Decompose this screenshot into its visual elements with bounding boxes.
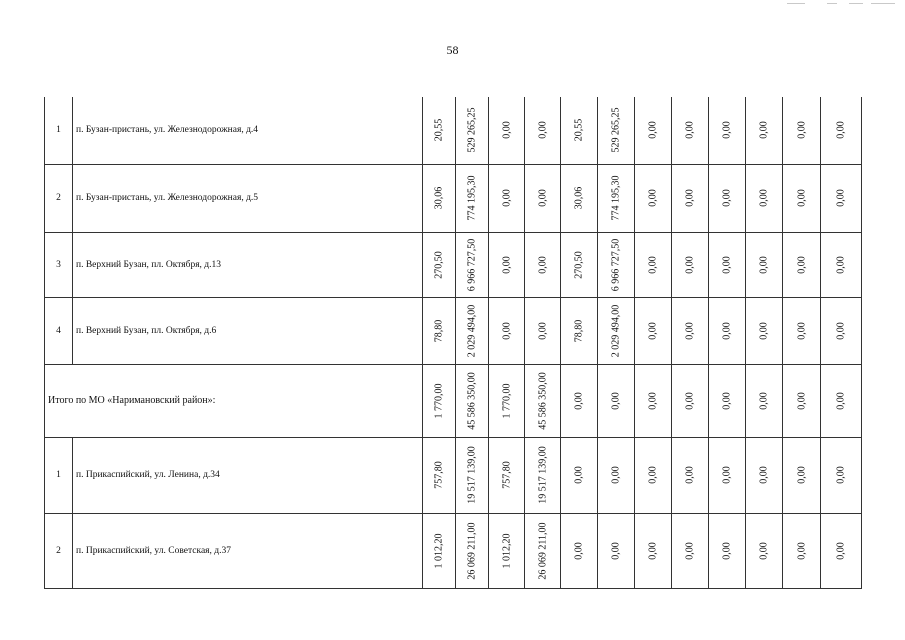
value-cell	[525, 232, 561, 297]
building-address: п. Верхний Бузан, пл. Октября, д.13	[73, 232, 423, 297]
value-text: 0,00	[684, 391, 696, 410]
value-cell	[525, 97, 561, 164]
value-text: 20,55	[573, 119, 585, 142]
row-number: 2	[45, 513, 73, 588]
value-text: 757,80	[433, 461, 445, 489]
value-text: 0,00	[721, 391, 733, 410]
value-text: 78,80	[573, 319, 585, 342]
value-cell	[561, 297, 598, 364]
value-cell	[635, 97, 672, 164]
value-text: 0,00	[610, 466, 622, 484]
row-number: 1	[45, 437, 73, 513]
value-cell	[456, 513, 489, 588]
value-cell	[746, 164, 783, 232]
value-text: 0,00	[721, 189, 733, 207]
value-cell	[821, 232, 862, 297]
value-text: 1 012,20	[433, 533, 445, 568]
value-text: 774 195,30	[610, 175, 622, 221]
value-text: 0,00	[758, 321, 770, 340]
value-text: 0,00	[721, 255, 733, 274]
value-text: 0,00	[501, 255, 512, 274]
value-cell	[635, 232, 672, 297]
table-row	[45, 164, 862, 232]
value-cell	[672, 297, 709, 364]
value-cell	[598, 232, 635, 297]
value-cell	[489, 97, 525, 164]
value-cell	[709, 97, 746, 164]
value-cell	[746, 97, 783, 164]
value-cell	[561, 97, 598, 164]
value-cell	[821, 297, 862, 364]
value-text: 0,00	[758, 466, 770, 484]
value-text: 0,00	[796, 321, 807, 340]
value-cell	[525, 164, 561, 232]
value-text: 0,00	[647, 189, 659, 207]
value-cell	[561, 513, 598, 588]
value-cell	[709, 513, 746, 588]
value-text: 30,06	[573, 186, 585, 210]
value-text: 0,00	[758, 255, 770, 274]
value-text: 270,50	[433, 250, 445, 279]
value-text: 0,00	[647, 121, 659, 139]
value-text: 0,00	[647, 541, 659, 560]
value-cell	[489, 364, 525, 437]
value-text: 0,00	[721, 321, 733, 340]
value-cell	[635, 437, 672, 513]
value-cell	[821, 364, 862, 437]
value-cell	[672, 513, 709, 588]
value-cell	[746, 232, 783, 297]
value-cell	[672, 437, 709, 513]
value-text: 529 265,25	[610, 107, 622, 153]
value-text: 0,00	[835, 255, 847, 274]
value-cell	[783, 232, 821, 297]
value-cell	[561, 232, 598, 297]
value-text: 0,00	[721, 466, 733, 484]
value-text: 0,00	[537, 255, 548, 274]
table-row	[45, 513, 862, 588]
building-address: п. Верхний Бузан, пл. Октября, д.6	[73, 297, 423, 364]
value-text: 0,00	[647, 466, 659, 484]
value-text: 0,00	[610, 541, 622, 560]
value-cell	[456, 297, 489, 364]
value-text: 45 586 350,00	[537, 371, 548, 430]
value-cell	[709, 164, 746, 232]
value-cell	[423, 297, 456, 364]
table-row	[45, 97, 862, 164]
value-cell	[489, 513, 525, 588]
value-cell	[456, 97, 489, 164]
value-text: 0,00	[835, 391, 847, 410]
value-cell	[456, 364, 489, 437]
value-text: 0,00	[573, 391, 585, 410]
value-text: 6 966 727,50	[466, 238, 478, 291]
value-text: 0,00	[835, 541, 847, 560]
value-text: 0,00	[501, 189, 512, 207]
value-cell	[456, 437, 489, 513]
value-text: 0,00	[684, 121, 696, 139]
value-cell	[783, 297, 821, 364]
value-cell	[489, 164, 525, 232]
value-cell	[525, 513, 561, 588]
value-text: 45 586 350,00	[466, 371, 478, 430]
value-cell	[561, 364, 598, 437]
value-text: 0,00	[796, 189, 807, 207]
value-cell	[672, 164, 709, 232]
value-cell	[525, 297, 561, 364]
value-cell	[709, 232, 746, 297]
apartment-buildings-table	[44, 97, 862, 589]
value-text: 0,00	[684, 255, 696, 274]
table-row	[45, 297, 862, 364]
table-row	[45, 437, 862, 513]
value-text: 0,00	[758, 391, 770, 410]
value-text: 0,00	[684, 321, 696, 340]
value-text: 78,80	[433, 319, 445, 342]
table-row	[45, 232, 862, 297]
value-text: 1 770,00	[433, 383, 445, 418]
row-number: 2	[45, 164, 73, 232]
page-number: 58	[446, 43, 459, 57]
value-cell	[821, 513, 862, 588]
value-cell	[821, 97, 862, 164]
total-row	[45, 364, 862, 437]
value-text: 0,00	[573, 466, 585, 484]
value-cell	[598, 364, 635, 437]
row-number: 3	[45, 232, 73, 297]
value-text: 0,00	[758, 121, 770, 139]
value-text: 0,00	[537, 189, 548, 207]
value-text: 0,00	[835, 321, 847, 340]
value-text: 0,00	[796, 466, 807, 484]
value-text: 0,00	[796, 255, 807, 274]
value-text: 6 966 727,50	[610, 238, 622, 291]
value-cell	[635, 297, 672, 364]
value-cell	[525, 437, 561, 513]
value-cell	[821, 164, 862, 232]
value-cell	[423, 364, 456, 437]
value-cell	[489, 297, 525, 364]
value-cell	[561, 437, 598, 513]
value-cell	[423, 232, 456, 297]
value-cell	[598, 297, 635, 364]
value-text: 774 195,30	[466, 175, 478, 221]
value-text: 0,00	[537, 121, 548, 139]
value-cell	[423, 164, 456, 232]
value-cell	[423, 97, 456, 164]
value-cell	[783, 164, 821, 232]
value-text: 1 012,20	[501, 533, 512, 568]
value-cell	[423, 437, 456, 513]
value-cell	[635, 364, 672, 437]
value-text: 26 069 211,00	[537, 521, 548, 580]
value-cell	[783, 97, 821, 164]
value-cell	[598, 164, 635, 232]
value-cell	[598, 513, 635, 588]
value-cell	[525, 364, 561, 437]
value-text: 0,00	[835, 189, 847, 207]
value-cell	[746, 513, 783, 588]
value-text: 0,00	[796, 121, 807, 139]
value-text: 20,55	[433, 119, 445, 142]
value-cell	[561, 164, 598, 232]
value-text: 26 069 211,00	[466, 521, 478, 580]
value-text: 0,00	[835, 466, 847, 484]
value-cell	[821, 437, 862, 513]
value-cell	[598, 97, 635, 164]
value-text: 0,00	[796, 391, 807, 410]
value-cell	[709, 437, 746, 513]
total-label: Итого по МО «Наримановский район»:	[45, 364, 423, 437]
building-address: п. Прикаспийский, ул. Советская, д.37	[73, 513, 423, 588]
value-cell	[709, 297, 746, 364]
value-cell	[746, 297, 783, 364]
value-text: 2 029 494,00	[610, 304, 622, 357]
value-text: 529 265,25	[466, 107, 478, 153]
value-text: 0,00	[647, 391, 659, 410]
value-text: 0,00	[647, 321, 659, 340]
value-text: 2 029 494,00	[466, 304, 478, 357]
value-text: 0,00	[537, 321, 548, 340]
scan-marks	[787, 3, 897, 7]
value-cell	[635, 513, 672, 588]
row-number: 1	[45, 97, 73, 164]
value-cell	[746, 364, 783, 437]
value-cell	[423, 513, 456, 588]
value-text: 0,00	[573, 541, 585, 560]
value-text: 30,06	[433, 186, 445, 210]
value-text: 0,00	[501, 121, 512, 139]
value-text: 0,00	[796, 541, 807, 560]
value-cell	[672, 232, 709, 297]
value-text: 0,00	[758, 541, 770, 560]
value-text: 19 517 139,00	[466, 446, 478, 504]
value-text: 0,00	[610, 391, 622, 410]
value-text: 0,00	[684, 466, 696, 484]
value-cell	[456, 232, 489, 297]
value-cell	[635, 164, 672, 232]
value-cell	[709, 364, 746, 437]
value-text: 0,00	[758, 189, 770, 207]
building-address: п. Бузан-пристань, ул. Железнодорожная, д.5	[73, 164, 423, 232]
value-cell	[598, 437, 635, 513]
value-text: 270,50	[573, 250, 585, 279]
value-text: 0,00	[684, 541, 696, 560]
value-cell	[672, 97, 709, 164]
value-cell	[746, 437, 783, 513]
value-cell	[672, 364, 709, 437]
value-cell	[489, 437, 525, 513]
value-text: 757,80	[501, 461, 512, 489]
value-text: 19 517 139,00	[537, 446, 548, 504]
value-text: 0,00	[684, 189, 696, 207]
value-cell	[489, 232, 525, 297]
value-text: 0,00	[835, 121, 847, 139]
value-text: 0,00	[721, 121, 733, 139]
value-cell	[783, 513, 821, 588]
value-cell	[783, 437, 821, 513]
value-text: 0,00	[647, 255, 659, 274]
building-address: п. Бузан-пристань, ул. Железнодорожная, д.4	[73, 97, 423, 164]
value-text: 1 770,00	[501, 383, 512, 418]
value-cell	[783, 364, 821, 437]
row-number: 4	[45, 297, 73, 364]
value-text: 0,00	[721, 541, 733, 560]
value-text: 0,00	[501, 321, 512, 340]
building-address: п. Прикаспийский, ул. Ленина, д.34	[73, 437, 423, 513]
value-cell	[456, 164, 489, 232]
